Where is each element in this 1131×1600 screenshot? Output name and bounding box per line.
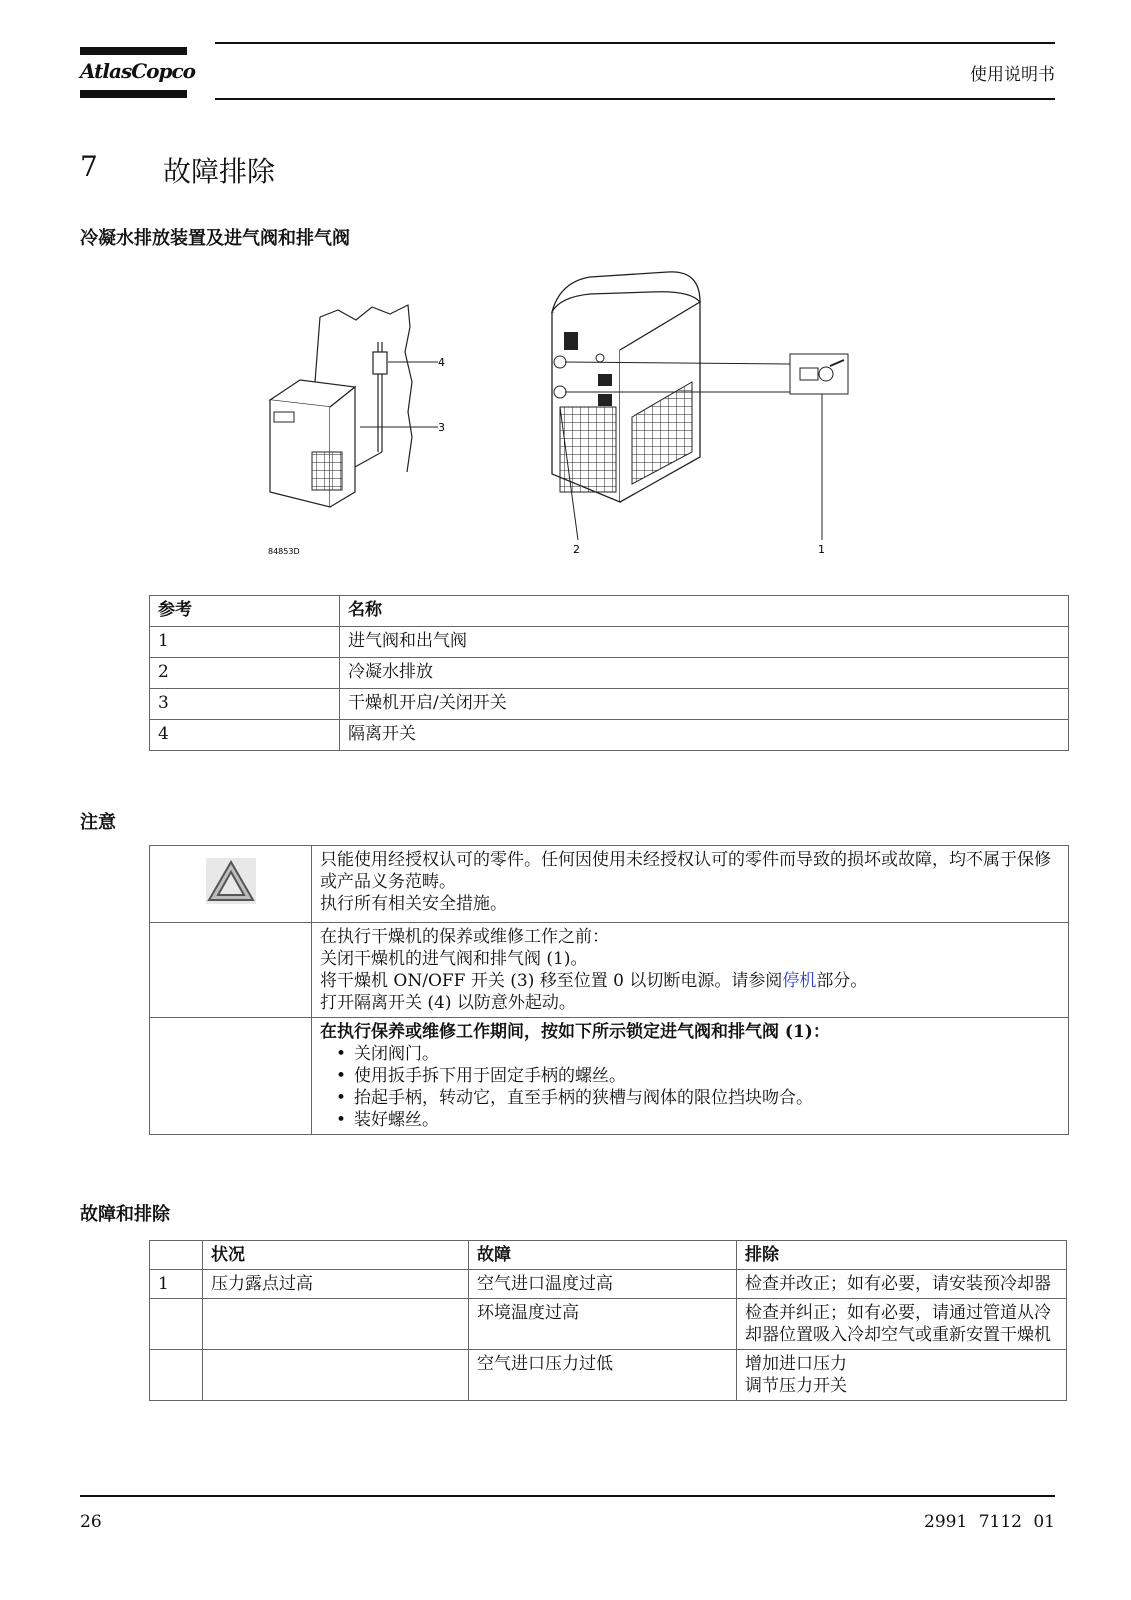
table-row xyxy=(150,1350,1067,1401)
logo-top-bar xyxy=(80,47,187,55)
table-row xyxy=(150,658,1069,689)
footer-rule xyxy=(80,1495,1055,1497)
notice-row xyxy=(150,1018,1069,1135)
callout-2: 2 xyxy=(573,543,580,556)
table-cell: 空气进口温度过高 xyxy=(469,1270,737,1299)
notice-text-cell xyxy=(312,846,1069,923)
figure-code: 84853D xyxy=(268,547,300,556)
table-cell: 检查并纠正；如有必要，请通过管道从冷却器位置吸入冷却空气或重新安置干燥机 xyxy=(737,1299,1067,1350)
table-cell xyxy=(203,1299,469,1350)
dryer-illustration xyxy=(260,262,870,572)
table-cell xyxy=(150,1299,203,1350)
table-cell: 冷凝水排放 xyxy=(340,658,1069,689)
callout-3: 3 xyxy=(438,421,445,434)
fault-table xyxy=(149,1240,1067,1401)
warning-triangle-icon xyxy=(206,858,256,904)
logo-bottom-bar xyxy=(80,90,187,98)
list-item: • 抬起手柄，转动它，直至手柄的狭槽与阀体的限位挡块吻合。 xyxy=(354,1087,1060,1109)
notice-row xyxy=(150,846,1069,923)
notice-text: 部分。 xyxy=(816,971,868,991)
notice-paragraph xyxy=(320,970,1060,992)
section-heading-notice: 注意 xyxy=(80,812,116,833)
notice-paragraph: 执行所有相关安全措施。 xyxy=(320,894,507,914)
notice-empty-cell xyxy=(150,1018,312,1135)
table-cell: 1 xyxy=(150,627,340,658)
notice-icon-cell xyxy=(150,846,312,923)
list-item: • 关闭阀门。 xyxy=(354,1043,1060,1065)
notice-text-cell xyxy=(312,1018,1069,1135)
reference-table xyxy=(149,595,1069,751)
chapter-number: 7 xyxy=(80,150,98,183)
atlas-copco-logo: AtlasCopco xyxy=(80,59,195,83)
notice-text: 将干燥机 ON/OFF 开关 (3) 移至位置 0 以切断电源。请参阅 xyxy=(320,971,783,991)
table-cell: 检查并改正；如有必要，请安装预冷却器 xyxy=(737,1270,1067,1299)
col-header-ref: 参考 xyxy=(150,596,340,627)
col-header-remedy: 排除 xyxy=(737,1241,1067,1270)
table-row xyxy=(150,1270,1067,1299)
table-cell: 干燥机开启/关闭开关 xyxy=(340,689,1069,720)
table-header-row xyxy=(150,1241,1067,1270)
table-cell: 空气进口压力过低 xyxy=(469,1350,737,1401)
table-cell: 1 xyxy=(150,1270,203,1299)
notice-row xyxy=(150,923,1069,1018)
table-cell: 4 xyxy=(150,720,340,751)
table-header-row xyxy=(150,596,1069,627)
notice-paragraph: 只能使用经授权认可的零件。任何因使用未经授权认可的零件而导致的损坏或故障，均不属于保修或产品义务范畴。 xyxy=(320,850,1051,892)
table-cell xyxy=(150,1350,203,1401)
header-rule-top xyxy=(215,42,1055,44)
list-item: • 使用扳手拆下用于固定手柄的螺丝。 xyxy=(354,1065,1060,1087)
document-code: 2991 7112 01 xyxy=(924,1512,1055,1532)
callout-1: 1 xyxy=(818,543,825,556)
table-cell xyxy=(203,1350,469,1401)
col-header-condition: 状况 xyxy=(203,1241,469,1270)
shutdown-link[interactable]: 停机 xyxy=(782,971,817,991)
callout-4: 4 xyxy=(438,356,445,369)
table-cell: 压力露点过高 xyxy=(203,1270,469,1299)
notice-bold-heading: 在执行保养或维修工作期间，按如下所示锁定进气阀和排气阀 (1)： xyxy=(320,1022,830,1042)
header-rule-bottom xyxy=(215,98,1055,100)
col-header-name: 名称 xyxy=(340,596,1069,627)
section-heading-faults: 故障和排除 xyxy=(80,1204,170,1225)
notice-text-cell xyxy=(312,923,1069,1018)
notice-paragraph: 在执行干燥机的保养或维修工作之前： xyxy=(320,927,609,947)
document-title: 使用说明书 xyxy=(970,65,1055,85)
chapter-title: 故障排除 xyxy=(163,155,276,188)
table-row xyxy=(150,720,1069,751)
table-row xyxy=(150,1299,1067,1350)
notice-paragraph: 关闭干燥机的进气阀和排气阀 (1)。 xyxy=(320,949,588,969)
table-cell: 增加进口压力 调节压力开关 xyxy=(737,1350,1067,1401)
page-number: 26 xyxy=(80,1512,102,1532)
list-item: • 装好螺丝。 xyxy=(354,1109,1060,1131)
notice-paragraph: 打开隔离开关 (4) 以防意外起动。 xyxy=(320,993,576,1013)
table-cell: 环境温度过高 xyxy=(469,1299,737,1350)
table-cell: 2 xyxy=(150,658,340,689)
table-row xyxy=(150,627,1069,658)
table-row xyxy=(150,689,1069,720)
section-heading-drain-valves: 冷凝水排放装置及进气阀和排气阀 xyxy=(80,228,350,249)
notice-empty-cell xyxy=(150,923,312,1018)
col-header-index xyxy=(150,1241,203,1270)
table-cell: 隔离开关 xyxy=(340,720,1069,751)
notice-table xyxy=(149,845,1069,1135)
col-header-fault: 故障 xyxy=(469,1241,737,1270)
table-cell: 3 xyxy=(150,689,340,720)
bullet-list xyxy=(320,1043,1060,1131)
table-cell: 进气阀和出气阀 xyxy=(340,627,1069,658)
